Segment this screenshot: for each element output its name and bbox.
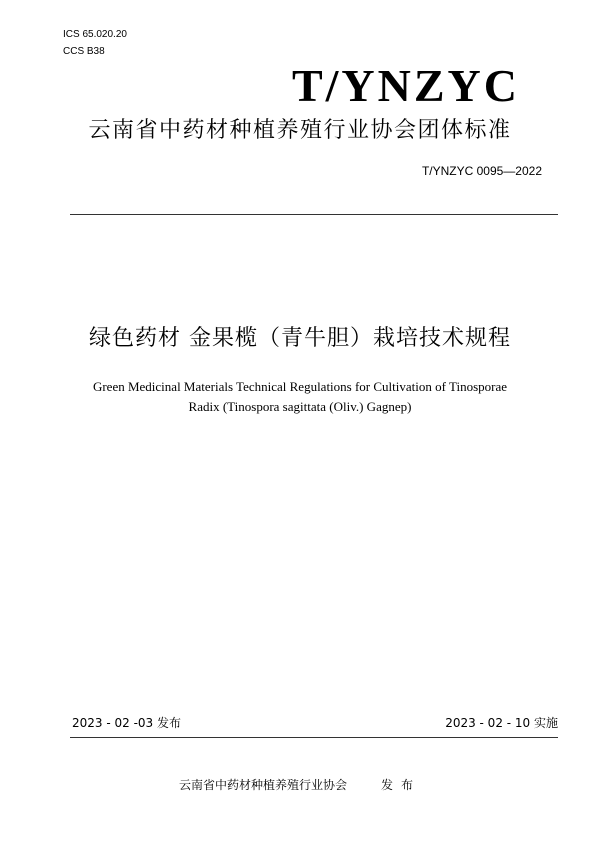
organization-title: 云南省中药材种植养殖行业协会团体标准 xyxy=(88,118,512,143)
english-title-line-1: Green Medicinal Materials Technical Regulations for Cultivation of Tinosporae xyxy=(92,379,508,394)
ics-code: ICS 65.020.20 xyxy=(63,29,127,40)
standard-number: T/YNZYC 0095—2022 xyxy=(421,164,542,178)
publisher-line xyxy=(0,776,600,794)
ccs-code: CCS B38 xyxy=(63,46,105,57)
standard-logo: T/YNZYC xyxy=(291,60,520,111)
publisher-name: 云南省中药材种植养殖行业协会 xyxy=(178,778,347,792)
document-title-english xyxy=(0,377,600,417)
document-title-chinese: 绿色药材 金果榄（青牛胆）栽培技术规程 xyxy=(89,326,511,351)
english-title-line-2: Radix (Tinospora sagittata (Oliv.) Gagnep) xyxy=(188,399,412,414)
publish-action: 发布 xyxy=(381,778,422,792)
issue-date: 2023 - 02 -03 发布 xyxy=(72,716,181,730)
bottom-divider xyxy=(70,737,558,738)
implementation-date: 2023 - 02 - 10 实施 xyxy=(445,716,558,730)
top-divider xyxy=(70,214,558,215)
